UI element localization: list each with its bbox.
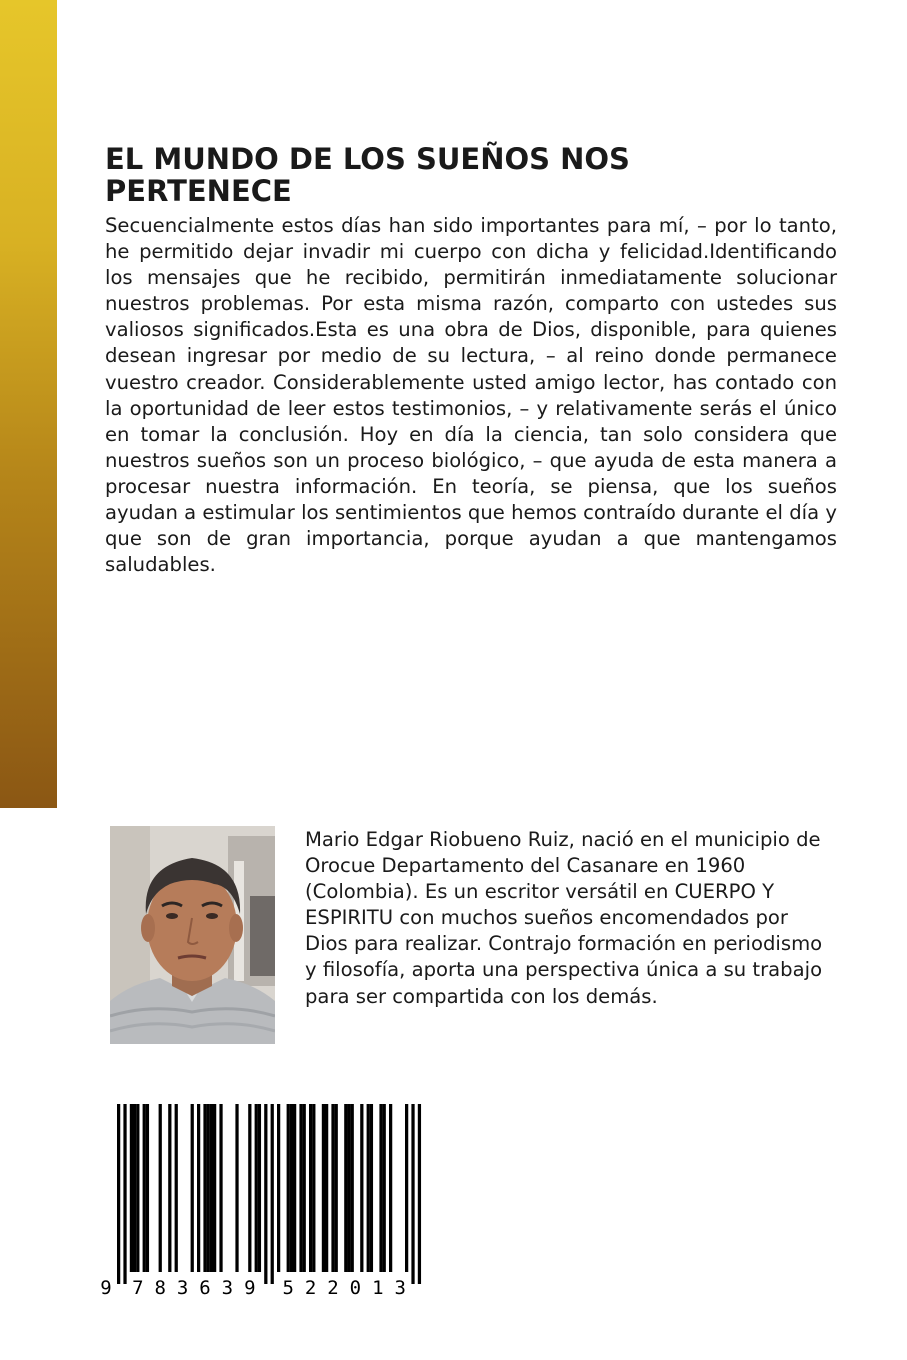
- barcode-bar: [159, 1104, 162, 1272]
- barcode-digit: 7: [132, 1277, 144, 1299]
- barcode-digit: 9: [244, 1277, 256, 1299]
- barcode-bar: [418, 1104, 421, 1284]
- barcode-bar: [175, 1104, 178, 1272]
- barcode-bar: [258, 1104, 261, 1272]
- barcode-bar: [143, 1104, 146, 1272]
- barcode-bar: [133, 1104, 136, 1272]
- barcode-bar: [389, 1104, 392, 1272]
- barcode-digit: 3: [394, 1277, 406, 1299]
- barcode-digit: 6: [199, 1277, 211, 1299]
- barcode-bar: [117, 1104, 120, 1284]
- barcode-bar: [130, 1104, 133, 1272]
- barcode-bar: [271, 1104, 274, 1284]
- barcode-digit: 2: [304, 1277, 317, 1299]
- barcode-bar: [344, 1104, 347, 1272]
- barcode-bar: [277, 1104, 280, 1272]
- author-bio: Mario Edgar Riobueno Ruiz, nació en el municipio de Orocue Departamento del Casanare en 1960 (Colombia). Es un escritor versátil en CUERPO Y ESPIRITU con muchos sueños encomendados por Dios para realizar. Contrajo formación en periodismo y filosofía, aporta una perspectiva única a su trabajo para ser compartida con los demás.: [305, 828, 823, 1008]
- barcode-digit: 9: [100, 1277, 112, 1299]
- barcode-digit: 1: [372, 1277, 384, 1299]
- barcode-bar: [264, 1104, 267, 1284]
- barcode-bar: [325, 1104, 328, 1272]
- barcode-bar: [248, 1104, 251, 1272]
- isbn-barcode: [98, 1104, 428, 1300]
- barcode-bar: [351, 1104, 354, 1272]
- barcode-bar: [197, 1104, 200, 1272]
- barcode-bar: [146, 1104, 149, 1272]
- barcode-bar: [411, 1104, 414, 1284]
- synopsis-text: Secuencialmente estos días han sido importantes para mí, – por lo tanto, he permitido dejar invadir mi cuerpo con dicha y felicidad.Identificando los mensajes que he recibido, permitirán inmediatamente solucionar nuestros problemas. Por esta misma razón, comparto con ustedes sus valiosos significados.Esta es una obra de Dios, disponible, para quienes desean ingresar por medio de su lectura, – al reino donde permanece vuestro creador. Considerablemente usted amigo lector, has contado con la oportunidad de leer estos testimonios, – y relativamente serás el único en tomar la conclusión. Hoy en día la ciencia, tan solo considera que nuestros sueños son un proceso biológico, – que ayuda de esta manera a procesar nuestra información. En teoría, se piensa, que los sueños ayudan a estimular los sentimientos que hemos contraído durante el día y que son de gran importancia, porque ayudan a que mantengamos saludables.: [105, 214, 837, 577]
- barcode-digit: 3: [221, 1277, 234, 1299]
- barcode-bar: [168, 1104, 171, 1272]
- barcode-bar: [299, 1104, 302, 1272]
- barcode-digit: 8: [154, 1277, 166, 1299]
- barcode-digit: 3: [176, 1277, 189, 1299]
- barcode-bar: [293, 1104, 296, 1272]
- barcode-bar: [370, 1104, 373, 1272]
- barcode-bar: [360, 1104, 363, 1272]
- barcode-bar: [255, 1104, 258, 1272]
- barcode-bar: [207, 1104, 210, 1272]
- barcode-digit: 0: [349, 1277, 362, 1299]
- barcode-bar: [235, 1104, 238, 1272]
- barcode-bar: [123, 1104, 126, 1284]
- barcode-bar: [303, 1104, 306, 1272]
- barcode-bar: [203, 1104, 206, 1272]
- barcode-bar: [290, 1104, 293, 1272]
- barcode-bar: [379, 1104, 382, 1272]
- barcode-bars: [117, 1104, 421, 1284]
- barcode-bar: [213, 1104, 216, 1272]
- barcode-bar: [347, 1104, 350, 1272]
- barcode-bar: [331, 1104, 334, 1272]
- spine-color-band: [0, 0, 57, 808]
- barcode-bar: [322, 1104, 325, 1272]
- barcode-bar: [312, 1104, 315, 1272]
- barcode-digit: 5: [282, 1277, 294, 1299]
- barcode-digit: 2: [327, 1277, 339, 1299]
- barcode-bar: [210, 1104, 213, 1272]
- barcode-bar: [383, 1104, 386, 1272]
- barcode-bar: [287, 1104, 290, 1272]
- barcode-bar: [219, 1104, 222, 1272]
- barcode-bar: [191, 1104, 194, 1272]
- barcode-bar: [136, 1104, 139, 1272]
- barcode-digits: [100, 1277, 406, 1299]
- barcode-bar: [367, 1104, 370, 1272]
- barcode-bar: [335, 1104, 338, 1272]
- author-photo: [110, 826, 275, 1044]
- barcode-bar: [309, 1104, 312, 1272]
- barcode-bar: [405, 1104, 408, 1272]
- book-title: EL MUNDO DE LOS SUEÑOS NOS PERTENECE: [105, 142, 630, 208]
